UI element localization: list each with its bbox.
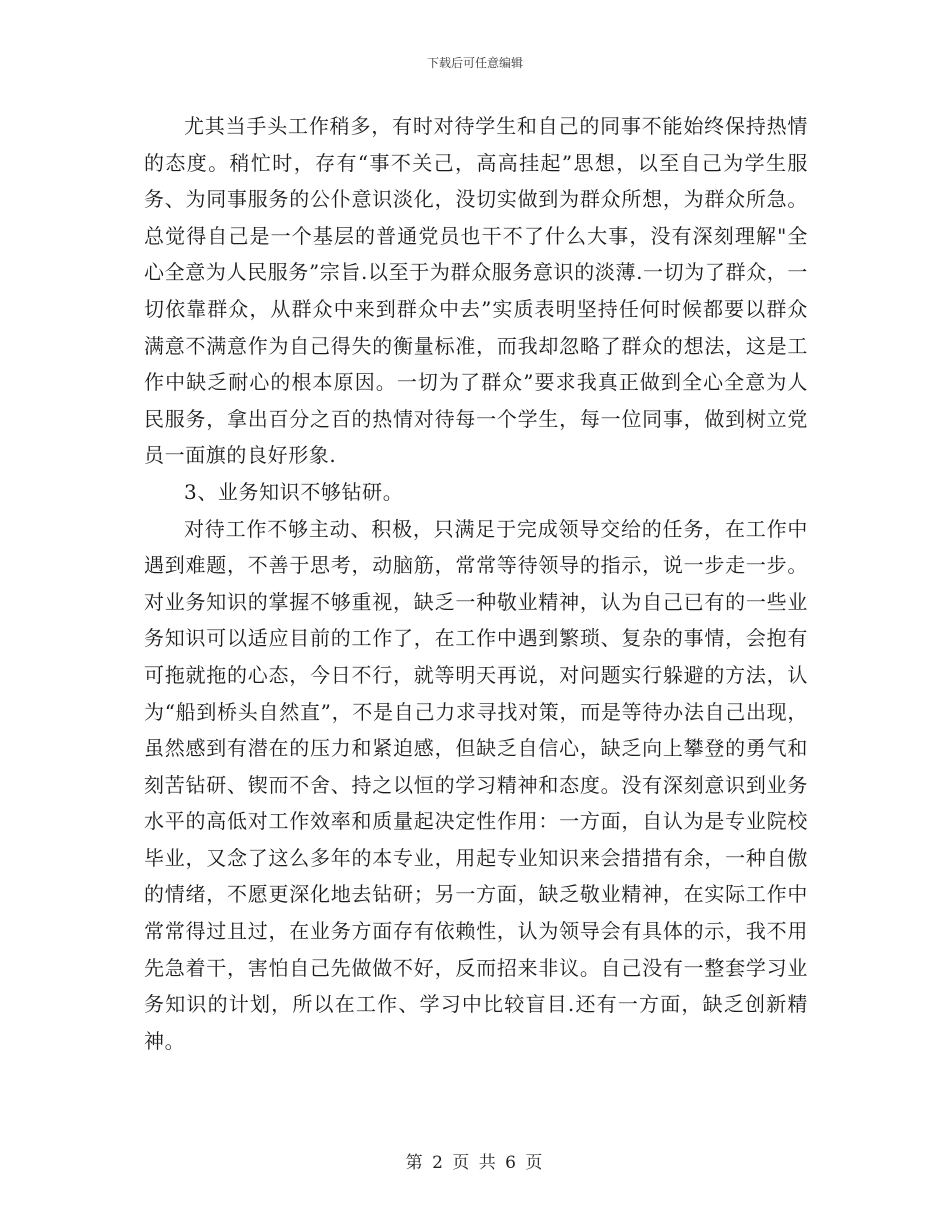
paragraph-1: 尤其当手头工作稍多，有时对待学生和自己的同事不能始终保持热情的态度。稍忙时，存有“事不关己，高高挂起”思想，以至自己为学生服务、为同事服务的公仆意识淡化，没切实做到为群众所想，为群众所急。总觉得自己是一个基层的普通党员也干不了什么大事，没有深刻理解"全心全意为人民服务”宗旨.以至于为群众服务意识的淡薄.一切为了群众，一切依靠群众，从群众中来到群众中去”实质表明坚持任何时候都要以群众满意不满意作为自己得失的衡量标准，而我却忽略了群众的想法，这是工作中缺乏耐心的根本原因。一切为了群众”要求我真正做到全心全意为人民服务，拿出百分之百的热情对待每一个学生，每一位同事，做到树立党员一面旗的良好形象. <box>144 114 808 468</box>
document-body <box>144 108 808 1059</box>
page-number: 第 2 页 共 6 页 <box>405 1153 545 1173</box>
page-header-note: 下载后可任意编辑 <box>426 56 523 70</box>
paragraph-2: 对待工作不够主动、积极，只满足于完成领导交给的任务，在工作中遇到难题，不善于思考，动脑筋，常常等待领导的指示，说一步走一步。对业务知识的掌握不够重视，缺乏一种敬业精神，认为自己已有的一些业务知识可以适应目前的工作了，在工作中遇到繁琐、复杂的事情，会抱有可拖就拖的心态，今日不行，就等明天再说，对问题实行躲避的方法，认为“船到桥头自然直”，不是自己力求寻找对策，而是等待办法自己出现，虽然感到有潜在的压力和紧迫感，但缺乏自信心，缺乏向上攀登的勇气和刻苦钻研、锲而不舍、持之以恒的学习精神和态度。没有深刻意识到业务水平的高低对工作效率和质量起决定性作用：一方面，自认为是专业院校毕业，又念了这么多年的本专业，用起专业知识来会措措有余，一种自傲的情绪，不愿更深化地去钻研；另一方面，缺乏敬业精神，在实际工作中常常得过且过，在业务方面存有依赖性，认为领导会有具体的示，我不用先急着干，害怕自己先做做不好，反而招来非议。自己没有一整套学习业务知识的计划，所以在工作、学习中比较盲目.还有一方面，缺乏创新精神。 <box>144 516 808 1053</box>
section-heading-3: 3、业务知识不够钻研。 <box>184 479 404 504</box>
